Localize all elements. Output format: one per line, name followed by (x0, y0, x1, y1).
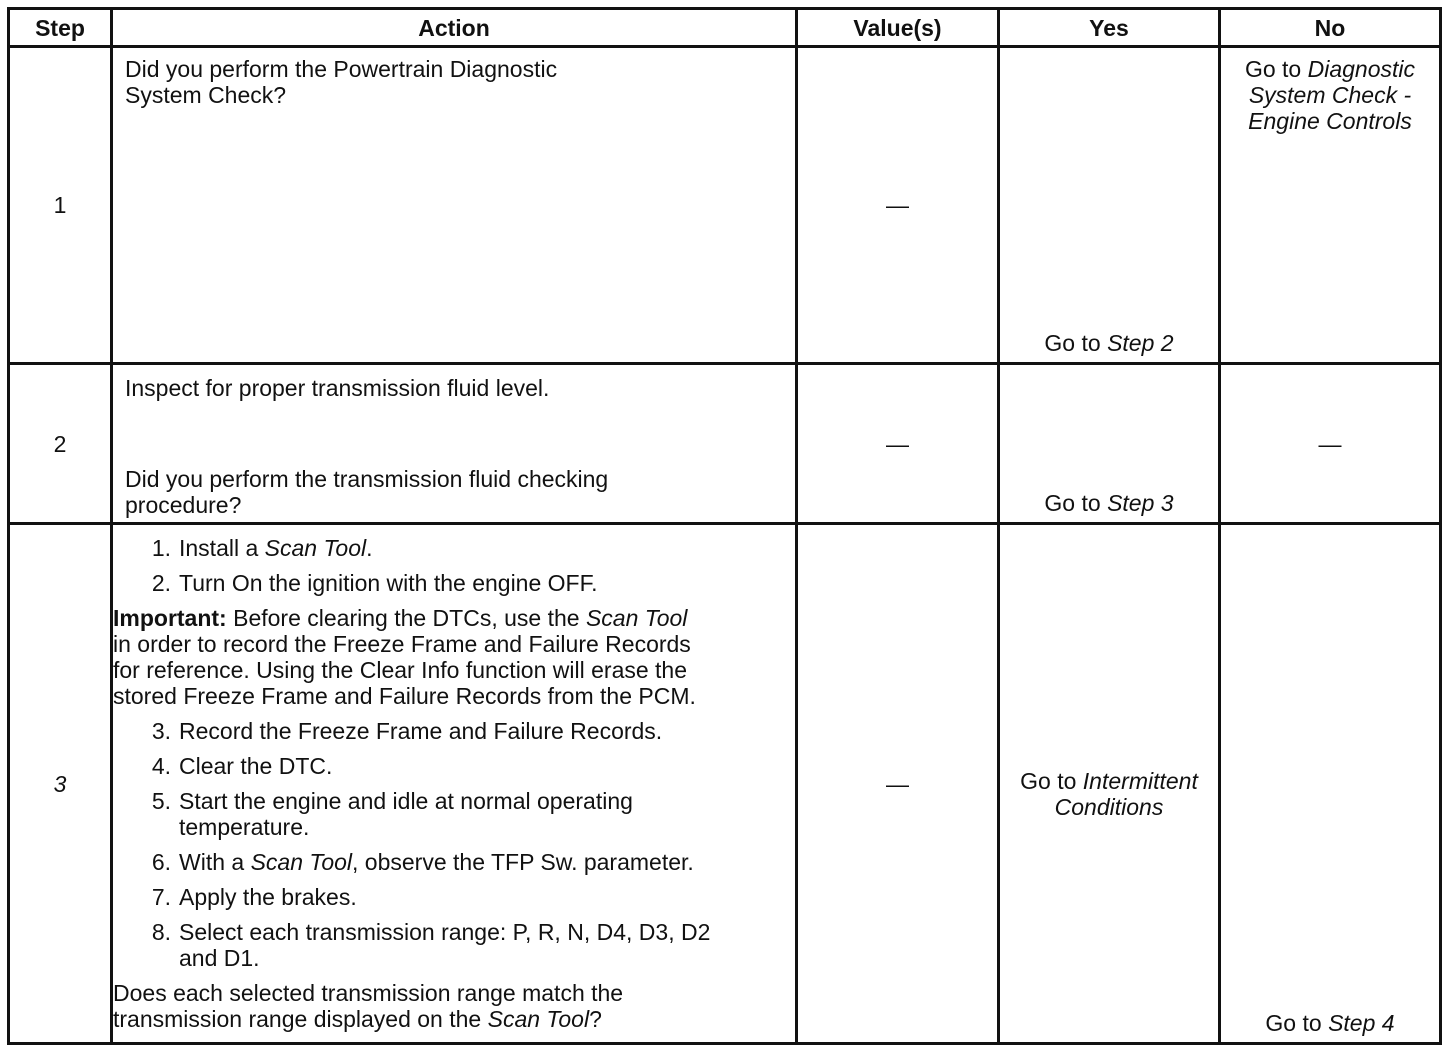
action-cell (112, 47, 797, 364)
yes-goto (1000, 330, 1218, 356)
action-question (125, 466, 785, 518)
yes-cell (999, 364, 1220, 524)
action-line: System Check? (125, 82, 287, 108)
header-no: No (1220, 9, 1441, 47)
yes-cell (999, 47, 1220, 364)
list-item (113, 718, 795, 744)
list-text: With a Scan Tool, observe the TFP Sw. parameter. (179, 849, 694, 875)
table-row-step-1 (9, 47, 1441, 364)
list-text: Record the Freeze Frame and Failure Records. (179, 718, 663, 744)
important-label: Important: (113, 605, 227, 631)
no-goto (1221, 56, 1439, 134)
header-action: Action (112, 9, 797, 47)
yes-goto (1000, 768, 1218, 820)
list-text: Clear the DTC. (179, 753, 333, 779)
list-text: Install a Scan Tool. (179, 535, 373, 561)
goto-prefix: Go to (1044, 490, 1108, 516)
goto-step-2-link[interactable]: Step 2 (1107, 330, 1174, 356)
list-number: 6. (151, 849, 171, 875)
list-item (113, 849, 795, 875)
list-text: Start the engine and idle at normal operating temperature. (179, 788, 633, 840)
yes-cell (999, 524, 1220, 1044)
list-text: Apply the brakes. (179, 884, 357, 910)
no-goto (1221, 1010, 1439, 1036)
step-number-text: 3 (53, 770, 67, 797)
important-note: Important: Before clearing the DTCs, use the Scan Tool in order to record the Freeze Frame and Failure Records for reference. Using the Clear Info function will erase the stored Freeze Frame and Failure Records from the PCM. (113, 605, 696, 709)
list-item (113, 884, 795, 910)
step-number (9, 524, 112, 1044)
scan-tool-link[interactable]: Scan Tool (250, 849, 353, 875)
action-text (125, 56, 785, 108)
value-dash: — (886, 770, 909, 797)
table-row-step-3 (9, 524, 1441, 1044)
scan-tool-link[interactable]: Scan Tool (487, 1006, 590, 1032)
list-number: 3. (151, 718, 171, 744)
header-values: Value(s) (797, 9, 999, 47)
list-item (113, 919, 795, 971)
list-item (113, 570, 795, 596)
scan-tool-link[interactable]: Scan Tool (585, 605, 688, 631)
value-dash: — (886, 192, 909, 218)
goto-diagnostic-link-line2[interactable]: System Check - (1248, 82, 1412, 108)
yes-goto (1000, 490, 1218, 516)
goto-diagnostic-link-line3[interactable]: Engine Controls (1248, 108, 1412, 134)
action-cell (112, 524, 797, 1044)
header-yes: Yes (999, 9, 1220, 47)
header-step: Step (9, 9, 112, 47)
goto-step-4-link[interactable]: Step 4 (1328, 1010, 1395, 1036)
goto-prefix: Go to (1244, 56, 1308, 82)
diagnostic-table (7, 7, 1442, 1045)
action-line: Did you perform the transmission fluid checking (125, 466, 609, 492)
list-text: Select each transmission range: P, R, N, D4, D3, D2 and D1. (179, 919, 711, 971)
list-number: 2. (151, 570, 171, 596)
list-number: 4. (151, 753, 171, 779)
step-number: 2 (9, 364, 112, 524)
value-dash: — (886, 430, 909, 457)
list-item (113, 788, 795, 840)
value-cell (797, 47, 999, 364)
goto-prefix: Go to (1020, 767, 1083, 794)
header-row (9, 9, 1441, 47)
list-item (113, 753, 795, 779)
goto-step-3-link[interactable]: Step 3 (1107, 490, 1174, 516)
goto-prefix: Go to (1265, 1010, 1329, 1036)
no-cell (1220, 47, 1441, 364)
action-cell (112, 364, 797, 524)
no-cell (1220, 524, 1441, 1044)
list-text: Turn On the ignition with the engine OFF. (179, 570, 598, 596)
list-number: 8. (151, 919, 171, 945)
goto-prefix: Go to (1044, 330, 1108, 356)
goto-intermittent-link-line2[interactable]: Conditions (1054, 793, 1164, 820)
action-question: Does each selected transmission range match the transmission range displayed on the Scan Tool? (113, 980, 624, 1032)
goto-intermittent-link[interactable]: Intermittent (1082, 767, 1198, 794)
step-number: 1 (9, 47, 112, 364)
value-cell (797, 524, 999, 1044)
scan-tool-link[interactable]: Scan Tool (264, 535, 367, 561)
table-row-step-2 (9, 364, 1441, 524)
list-number: 5. (151, 788, 171, 814)
action-line: procedure? (125, 492, 242, 518)
list-number: 7. (151, 884, 171, 910)
action-line: Did you perform the Powertrain Diagnostic (125, 56, 558, 82)
list-item (113, 535, 795, 561)
goto-diagnostic-link[interactable]: Diagnostic (1307, 56, 1416, 82)
list-number: 1. (151, 535, 171, 561)
value-cell (797, 364, 999, 524)
no-cell (1220, 364, 1441, 524)
no-dash: — (1318, 430, 1342, 457)
action-text-top: Inspect for proper transmission fluid level. (125, 375, 550, 401)
